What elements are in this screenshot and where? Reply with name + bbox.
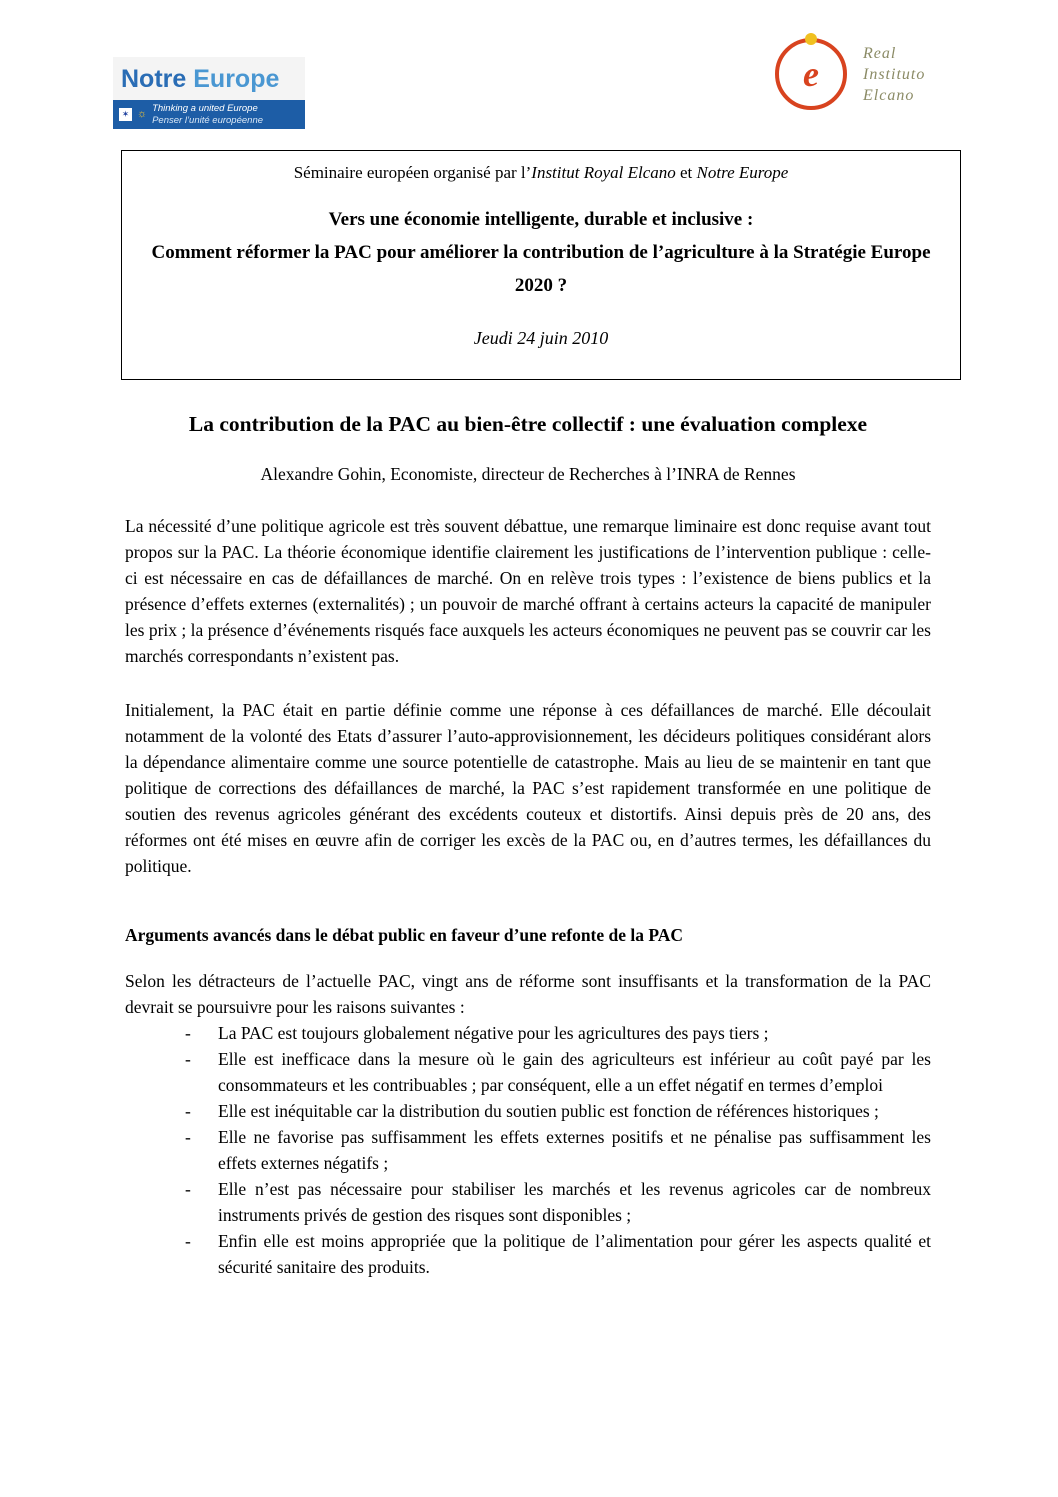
dash-marker: -	[185, 1023, 191, 1043]
bullet-list	[125, 1020, 931, 1280]
tagline-en: Thinking a united Europe	[152, 103, 258, 114]
dash-marker: -	[185, 1231, 191, 1251]
list-item-text: Enfin elle est moins appropriée que la politique de l’alimentation pour gérer les aspects qualité et sécurité sanitaire des produits.	[218, 1231, 931, 1277]
elcano-letter: e	[803, 54, 819, 94]
elcano-line3: Elcano	[863, 86, 915, 104]
seminar-title-line1: Vers une économie intelligente, durable et inclusive :	[328, 209, 754, 230]
dash-marker: -	[185, 1049, 191, 1069]
seminar-date: Jeudi 24 juin 2010	[473, 328, 609, 348]
elcano-logo	[775, 38, 925, 110]
section-heading: Arguments avancés dans le débat public en faveur d’une refonte de la PAC	[125, 925, 684, 945]
elcano-line2: Instituto	[863, 65, 926, 83]
eu-flag-icon: ✶	[119, 108, 132, 121]
seminar-title	[146, 203, 936, 302]
author-line: Alexandre Gohin, Economiste, directeur de Recherches à l’INRA de Rennes	[260, 464, 796, 484]
document-content	[125, 412, 931, 1280]
seminar-line	[142, 163, 940, 183]
body-paragraph-1: La nécessité d’une politique agricole est très souvent débattue, une remarque liminaire est donc requise avant tout propos sur la PAC. La théorie économique identifie clairement les justifications de l’intervention publique : celle-ci est nécessaire en cas de défaillances de marché. On en relève trois types : l’existence de biens publics et la présence d’effets externes (externalités) ; un pouvoir de marché offrant à certains acteurs la capacité de manipuler les prix ; la présence d’événements risqués face auxquels les acteurs économiques ne peuvent pas se couvrir car les marchés correspondants n’existent pas.	[125, 516, 931, 666]
gear-icon: ☼	[137, 108, 148, 120]
seminar-line-notre-europe: Notre Europe	[696, 163, 789, 182]
elcano-dot-icon	[805, 33, 817, 45]
notre-europe-word2: Europe	[193, 65, 280, 93]
elcano-wordmark	[863, 43, 925, 106]
dash-marker: -	[185, 1179, 191, 1199]
seminar-line-prefix: Séminaire européen organisé par l’	[293, 163, 532, 182]
page-title: La contribution de la PAC au bien-être collectif : une évaluation complexe	[188, 412, 868, 436]
notre-europe-word1: Notre	[121, 65, 187, 93]
body-paragraph-2: Initialement, la PAC était en partie définie comme une réponse à ces défaillances de marché. Elle découlait notamment de la volonté des Etats d’assurer l’auto-approvisionnement, les décideurs politiques considérant alors la dépendance alimentaire comme une source potentielle de catastrophe. Mais au lieu de se maintenir en tant que politique de corrections des défaillances de marché, la PAC s’est rapidement transformée en une politique de soutien des revenus agricoles générant des excédents couteux et distortifs. Ainsi depuis près de 20 ans, des réformes ont été mises en œuvre afin de corriger les excès de la PAC ou, en d’autres termes, les défaillances du politique.	[125, 700, 931, 876]
list-item-text: La PAC est toujours globalement négative pour les agricultures des pays tiers ;	[218, 1023, 769, 1043]
list-item	[125, 1176, 931, 1228]
list-item-text: Elle n’est pas nécessaire pour stabiliser les marchés et les revenus agricoles car de nombreux instruments privés de gestion des risques sont disponibles ;	[218, 1179, 931, 1225]
list-intro: Selon les détracteurs de l’actuelle PAC, vingt ans de réforme sont insuffisants et la transformation de la PAC devrait se poursuivre pour les raisons suivantes :	[125, 971, 931, 1017]
list-item	[125, 1124, 931, 1176]
elcano-circle-icon	[775, 38, 847, 110]
notre-europe-band	[113, 100, 305, 129]
tagline-fr: Penser l’unité européenne	[152, 114, 264, 126]
header-box	[121, 150, 961, 380]
notre-europe-taglines	[152, 103, 263, 126]
elcano-line1: Real	[863, 44, 897, 62]
list-item	[125, 1046, 931, 1098]
list-item-text: Elle est inéquitable car la distribution du soutien public est fonction de références historiques ;	[218, 1101, 879, 1121]
notre-europe-wordmark	[113, 63, 305, 100]
list-item	[125, 1228, 931, 1280]
list-item	[125, 1020, 931, 1046]
list-item	[125, 1098, 931, 1124]
dash-marker: -	[185, 1127, 191, 1147]
dash-marker: -	[185, 1101, 191, 1121]
list-item-text: Elle est inefficace dans la mesure où le gain des agriculteurs est inférieur au coût payé par les consommateurs et les contribuables ; par conséquent, elle a un effet négatif en termes d’emploi	[218, 1049, 931, 1095]
seminar-line-middle: et	[675, 163, 697, 182]
list-item-text: Elle ne favorise pas suffisamment les effets externes positifs et ne pénalise pas suffisamment les effets externes négatifs ;	[218, 1127, 931, 1173]
seminar-title-line2: Comment réformer la PAC pour améliorer la contribution de l’agriculture à la Stratégie Europe 2020 ?	[151, 242, 931, 296]
seminar-line-institute: Institut Royal Elcano	[531, 163, 676, 182]
notre-europe-logo	[113, 57, 305, 129]
